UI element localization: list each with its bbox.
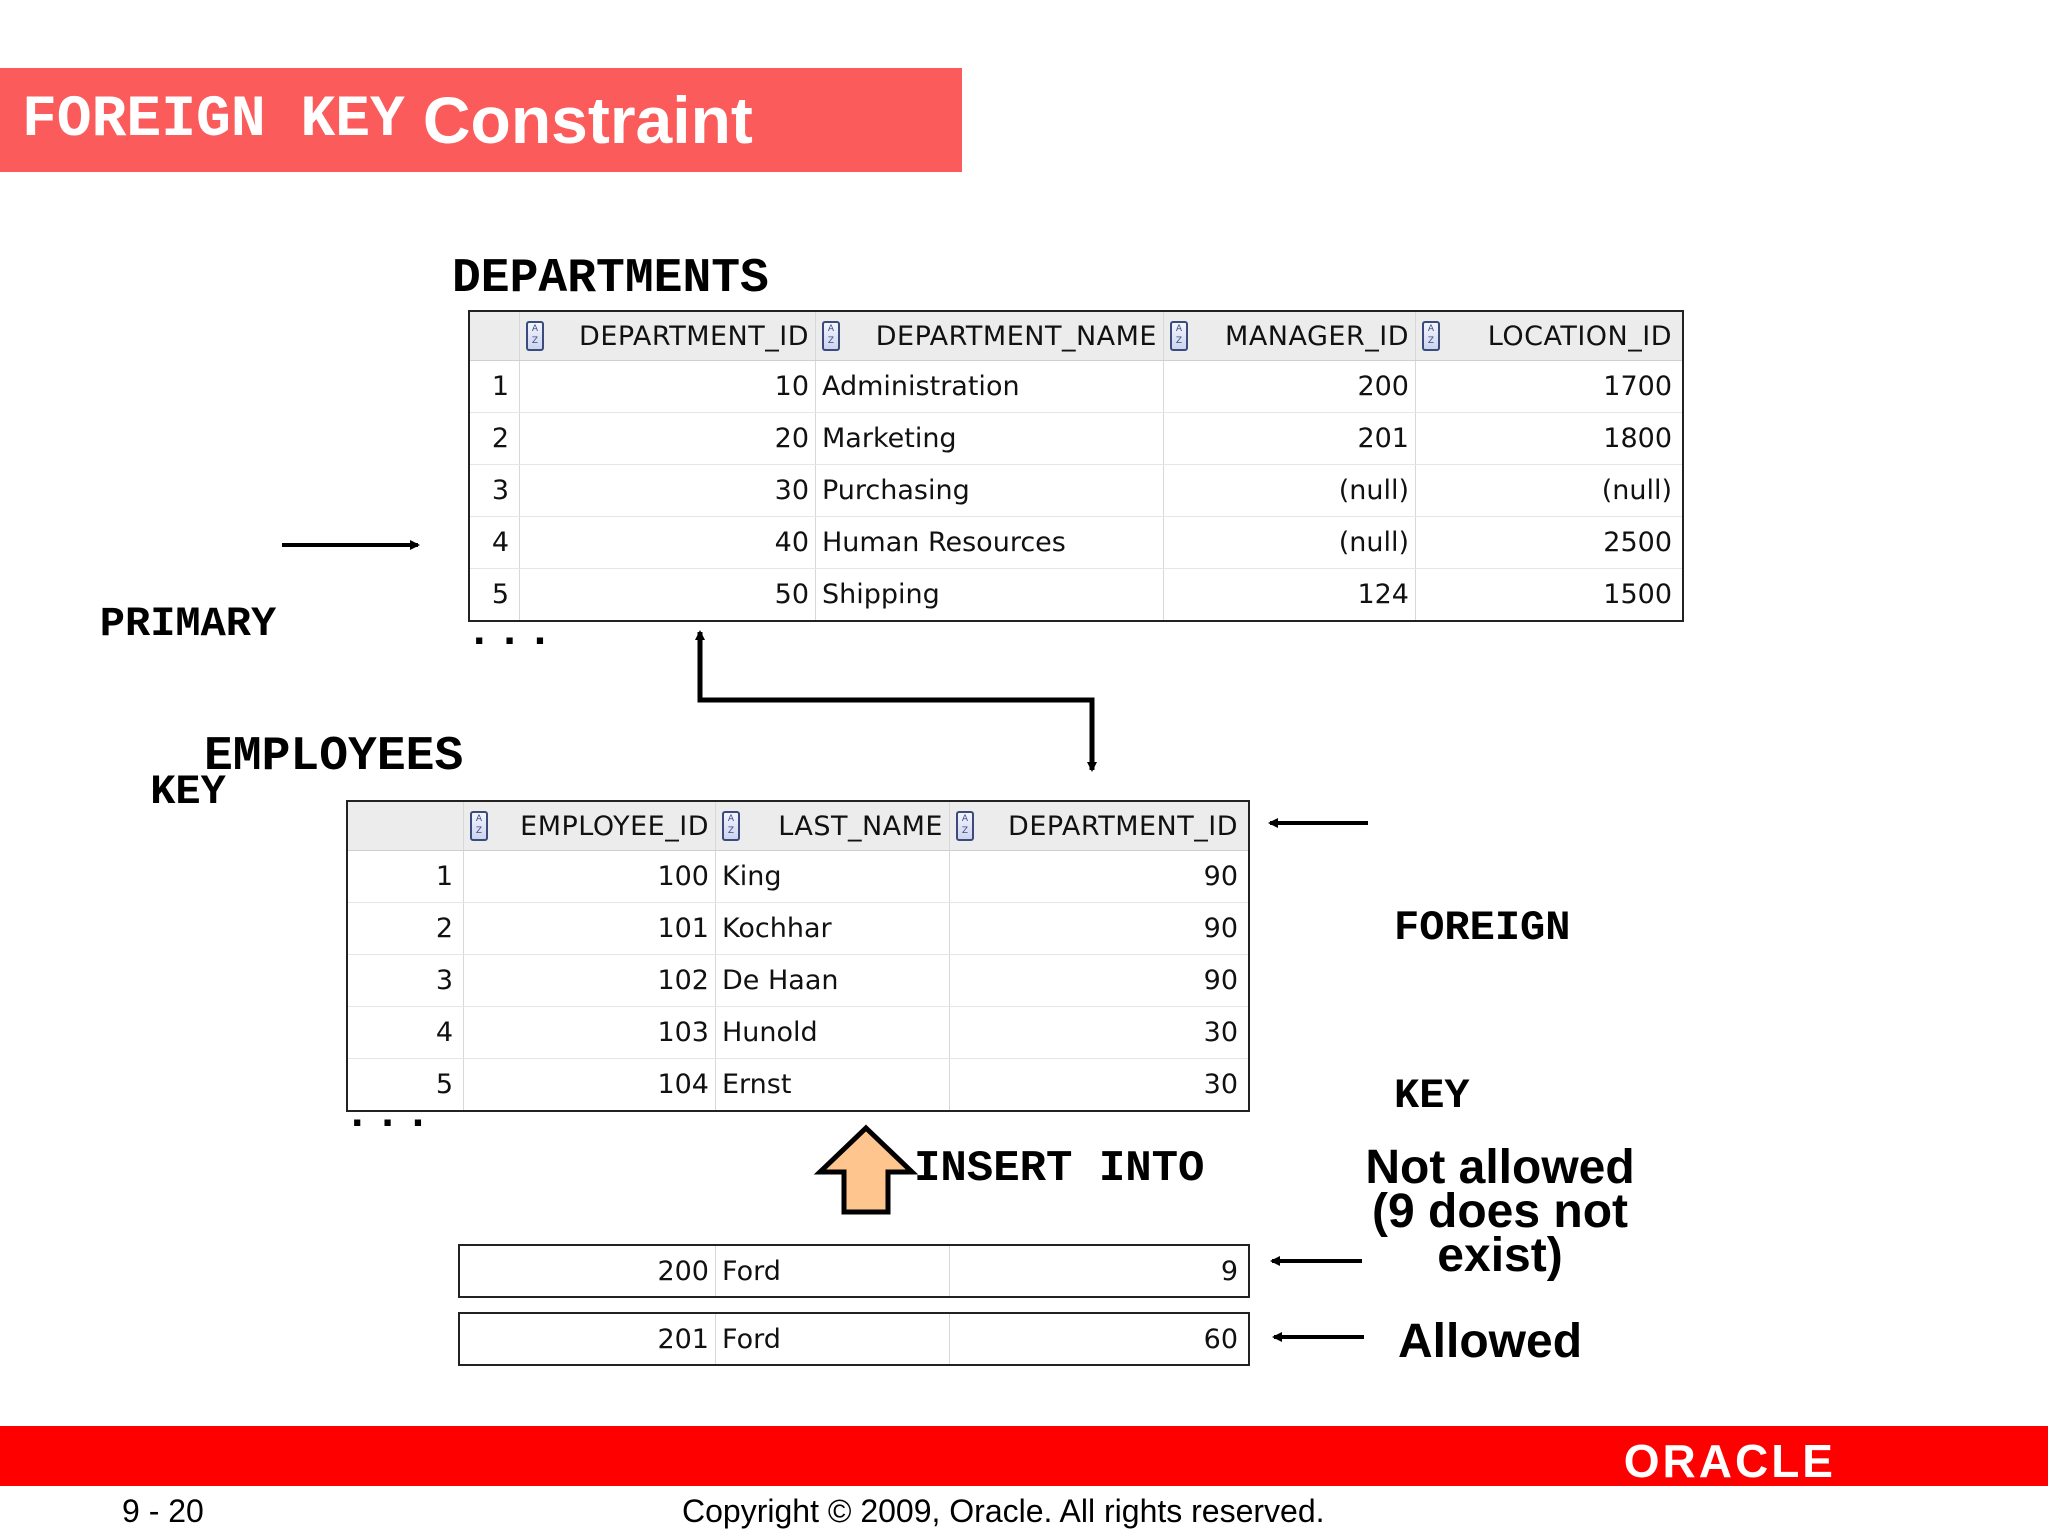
row-number: 2: [470, 413, 520, 464]
sort-az-icon[interactable]: A Z: [1422, 321, 1440, 351]
insert-into-label: INSERT INTO: [914, 1144, 1205, 1194]
employee-id-cell: 201: [460, 1314, 716, 1364]
manager-id-cell: 200: [1164, 361, 1416, 412]
department-name-cell: Purchasing: [816, 465, 1164, 516]
sort-az-icon[interactable]: A Z: [526, 321, 544, 351]
sort-az-icon[interactable]: A Z: [470, 811, 488, 841]
title-constraint: Constraint: [422, 83, 753, 157]
row-number: 1: [470, 361, 520, 412]
last-name-cell: Ford: [716, 1246, 950, 1296]
last-name-cell: Ernst: [716, 1059, 950, 1110]
employee-id-cell: 103: [464, 1007, 716, 1058]
department-name-cell: Human Resources: [816, 517, 1164, 568]
employee-id-cell: 100: [464, 851, 716, 902]
row-number: 2: [348, 903, 464, 954]
copyright-text: Copyright © 2009, Oracle. All rights reserved.: [682, 1493, 1325, 1529]
manager-id-cell: 124: [1164, 569, 1416, 620]
department-name-cell: Marketing: [816, 413, 1164, 464]
department-id-cell: 90: [1203, 965, 1238, 996]
row-number: 3: [470, 465, 520, 516]
not-allowed-line1: Not allowed: [1365, 1141, 1635, 1194]
last-name-cell: King: [716, 851, 950, 902]
employee-id-cell: 104: [464, 1059, 716, 1110]
row-number: 4: [348, 1007, 464, 1058]
department-id-cell: 30: [1203, 1069, 1238, 1100]
sort-az-icon[interactable]: A Z: [1170, 321, 1188, 351]
department-id-cell: 20: [520, 413, 816, 464]
department-id-cell: 9: [1220, 1255, 1238, 1287]
department-id-cell: 90: [1203, 861, 1238, 892]
row-number: 5: [470, 569, 520, 620]
allowed-label: Allowed: [1398, 1315, 1583, 1368]
employees-ellipsis: ...: [344, 1090, 436, 1140]
foreign-key-line1: FOREIGN: [1394, 904, 1571, 952]
sort-az-icon[interactable]: A Z: [722, 811, 740, 841]
col-label: DEPARTMENT_ID: [1008, 810, 1238, 842]
employee-id-cell: 200: [460, 1246, 716, 1296]
not-allowed-line2: (9 does not: [1371, 1185, 1628, 1238]
col-label: LAST_NAME: [778, 810, 943, 842]
up-block-arrow-icon: [820, 1128, 912, 1212]
employee-id-cell: 101: [464, 903, 716, 954]
location-id-cell: 1700: [1603, 371, 1672, 402]
col-label: EMPLOYEE_ID: [520, 810, 709, 842]
last-name-cell: De Haan: [716, 955, 950, 1006]
last-name-cell: Ford: [716, 1314, 950, 1364]
manager-id-cell: (null): [1164, 465, 1416, 516]
department-id-cell: 10: [520, 361, 816, 412]
employee-id-cell: 102: [464, 955, 716, 1006]
col-label: DEPARTMENT_NAME: [875, 320, 1157, 352]
location-id-cell: 1500: [1603, 579, 1672, 610]
location-id-cell: (null): [1601, 475, 1672, 506]
department-id-cell: 60: [1203, 1323, 1238, 1355]
department-id-cell: 50: [520, 569, 816, 620]
sort-az-icon[interactable]: A Z: [822, 321, 840, 351]
col-label: MANAGER_ID: [1225, 320, 1409, 352]
oracle-logo: ORACLE: [1623, 1435, 1836, 1487]
sort-az-icon[interactable]: A Z: [956, 811, 974, 841]
title-foreign-key: FOREIGN KEY: [22, 87, 405, 153]
primary-key-line1: PRIMARY: [99, 600, 277, 648]
department-name-cell: Shipping: [816, 569, 1164, 620]
primary-key-line2: KEY: [150, 768, 226, 816]
reference-connector-icon: [700, 632, 1092, 770]
foreign-key-line2: KEY: [1394, 1072, 1470, 1120]
employees-title: EMPLOYEES: [204, 730, 464, 784]
not-allowed-line3: exist): [1437, 1229, 1563, 1282]
department-id-cell: 90: [1203, 913, 1238, 944]
department-id-cell: 40: [520, 517, 816, 568]
row-number: 4: [470, 517, 520, 568]
location-id-cell: 2500: [1603, 527, 1672, 558]
department-name-cell: Administration: [816, 361, 1164, 412]
department-id-cell: 30: [1203, 1017, 1238, 1048]
page-number: 9 - 20: [122, 1493, 204, 1529]
row-number: 1: [348, 851, 464, 902]
manager-id-cell: 201: [1164, 413, 1416, 464]
department-id-cell: 30: [520, 465, 816, 516]
row-number: 3: [348, 955, 464, 1006]
col-label: DEPARTMENT_ID: [579, 320, 809, 352]
manager-id-cell: (null): [1164, 517, 1416, 568]
col-label: LOCATION_ID: [1487, 320, 1672, 352]
departments-ellipsis: ...: [466, 608, 558, 658]
last-name-cell: Hunold: [716, 1007, 950, 1058]
row-number: 5: [348, 1059, 464, 1110]
last-name-cell: Kochhar: [716, 903, 950, 954]
location-id-cell: 1800: [1603, 423, 1672, 454]
departments-title: DEPARTMENTS: [452, 252, 769, 306]
